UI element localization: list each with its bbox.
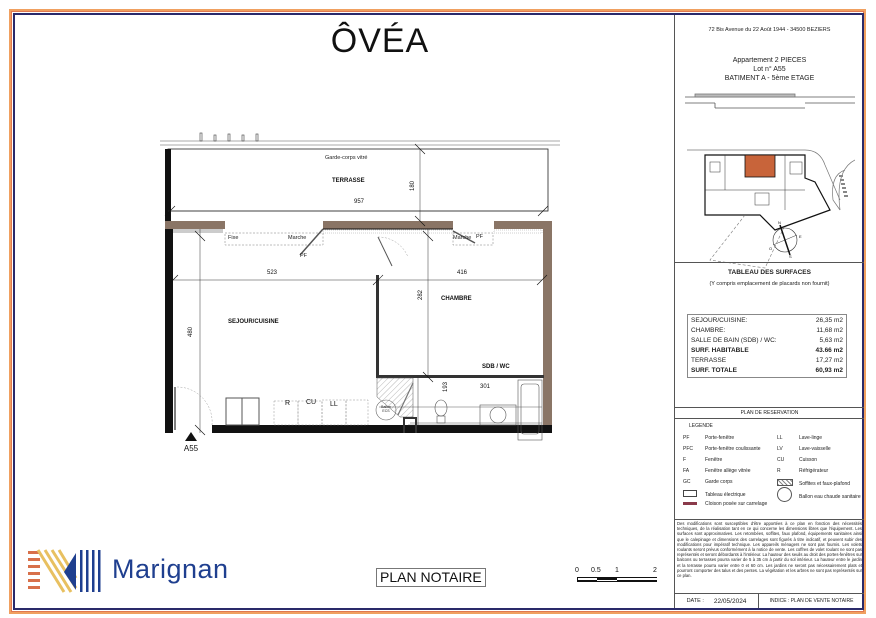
soffit-hatch-icon: [777, 479, 793, 486]
pf-label-1: PF: [300, 253, 308, 259]
legend-item: CU Cuisson: [777, 457, 818, 463]
indice-label: INDICE : PLAN DE VENTE NOTAIRE: [769, 598, 854, 604]
scale-tick-2: 2: [653, 567, 657, 574]
dim-chambre-width: 416: [457, 270, 468, 276]
surface-row-total: SURF. TOTALE 60,93 m2: [691, 367, 843, 374]
water-heater-icon: [777, 487, 792, 502]
scale-tick-1: 1: [615, 567, 619, 574]
scale-tick-0: 0: [575, 567, 579, 574]
legend-item: Soffites et faux-plafond: [777, 479, 850, 488]
room-label-sdb: SDB / WC: [482, 364, 510, 370]
lot-number: Lot n° A55: [753, 66, 786, 73]
program-title: ÔVÉA: [330, 22, 430, 60]
dim-chambre-depth: 282: [418, 289, 424, 300]
legend-item: PFC Porte-fenêtre coulissante: [683, 446, 761, 452]
date-cell: [675, 594, 759, 608]
fridge-label: R: [285, 400, 291, 407]
north-arrow-triangle-icon: [185, 432, 197, 441]
cooktop-label: CU: [306, 399, 317, 406]
legend-item: R Réfrigérateur: [777, 468, 829, 474]
plan-type-label: PLAN NOTAIRE: [376, 568, 486, 587]
site-key-plan: [685, 90, 855, 270]
floor-plan: [160, 125, 560, 445]
room-label-sejour: SEJOUR/CUISINE: [228, 319, 279, 325]
surface-row: SALLE DE BAIN (SDB) / WC: 5,63 m2: [691, 337, 843, 344]
surfaces-table-title: TABLEAU DES SURFACES: [728, 269, 811, 276]
apartment-info: [675, 56, 864, 83]
surface-row: TERRASSE 17,27 m2: [691, 357, 843, 364]
washer-label: LL: [330, 401, 338, 408]
date-value: 22/05/2024: [713, 597, 747, 605]
lot-marker-label: A55: [183, 444, 199, 453]
legend-item: LV Lave-vaisselle: [777, 446, 831, 452]
legend-item: Ballon eau chaude sanitaire: [777, 490, 861, 504]
footer-info: [675, 593, 864, 608]
floor-plan-drawing: [160, 125, 560, 445]
surface-row: SEJOUR/CUISINE: 26,35 m2: [691, 317, 843, 324]
fixe-label: Fixe: [228, 235, 239, 241]
surfaces-table: [687, 314, 847, 378]
room-label-chambre: CHAMBRE: [441, 296, 472, 302]
room-label-terrasse: TERRASSE: [332, 178, 365, 184]
legend-item: PF Porte-fenêtre: [683, 435, 735, 441]
svg-text:O: O: [769, 246, 773, 251]
marche-label-2: Marche: [453, 235, 472, 241]
dim-sejour-width: 523: [267, 270, 278, 276]
svg-text:E: E: [799, 234, 802, 239]
disclaimer-text: Des modifications sont susceptibles d'être apportées à ce plan en fonction des nécessités techniques, de la réalisation tant en ce qui concerne les dimensions libres que l'équipement. Les surfaces sont approximatives. Les retombées, soffites, faux plafond, équipements sanitaires ainsi que le calepinage et dimensions des carrelages sont figurés à titre indicatif, et peuvent subir des modifications pour impératif technique. Les appareils ménagers ne sont pas fournis. Les volets roulants seront prévus conformément à la notice de vente. Les coffres de volet roulant ne sont pas représentés et seront débordants à l'intérieur. La hauteur des seuils au droit des portes-fenêtres sur balcons ou terrasses pourra varier de 5 à 35 cm à partir du sol intérieur. La hauteur entre le jardin et la terrasse pourra varier entre 0 et 60 cm. Les jardins ne seront pas nécessairement plats et pourront comporter des talus et des pentes. La végétation et les arbres ne sont pas représentés sur ce plan.: [677, 521, 862, 579]
legend-item: F Fenêtre: [683, 457, 723, 463]
legend-item: FA Fenêtre allège vitrée: [683, 468, 751, 474]
lot-marker: [181, 432, 201, 453]
scale-bar: [575, 567, 660, 589]
legend-item: GC Garde corps: [683, 479, 733, 485]
dim-sdb-depth: 193: [443, 381, 449, 392]
marignan-logo-text: Marignan: [112, 554, 229, 584]
legend-title: LEGENDE: [689, 423, 713, 429]
tiled-partition-icon: [683, 502, 697, 505]
building-floor: BATIMENT A - 5ème ETAGE: [724, 75, 815, 82]
legend-item: Tableau électrique: [683, 490, 746, 499]
ballon-label: Ballon ECS: [381, 405, 391, 413]
apartment-type: Appartement 2 PIECES: [732, 57, 807, 64]
pf-label-2: PF: [476, 234, 484, 240]
dim-sejour-depth: 480: [188, 326, 194, 337]
surface-row-habitable: SURF. HABITABLE 43.66 m2: [691, 347, 843, 354]
date-label: DATE :: [686, 598, 704, 604]
scale-bar-graphic: [577, 577, 657, 582]
reservation-plan-title: PLAN DE RESERVATION: [740, 410, 799, 416]
address: 72 Bis Avenue du 22 Août 1944 - 34500 BEZIERS: [708, 27, 831, 33]
svg-text:S: S: [789, 254, 792, 259]
garde-corps-label: Garde-corps vitré: [325, 155, 368, 161]
legend-item: LL Lave-linge: [777, 435, 823, 441]
dim-sdb-width: 301: [480, 384, 491, 390]
scale-tick-0-5: 0.5: [591, 567, 601, 574]
marignan-logo-icon: [26, 548, 108, 594]
marche-label-1: Marche: [288, 235, 307, 241]
legend-item: Cloison posée sur carrelage: [683, 501, 767, 507]
dim-terrasse-width: 957: [354, 199, 365, 205]
svg-text:N: N: [778, 220, 781, 225]
electrical-panel-icon: [683, 490, 697, 497]
marignan-logo: [26, 548, 246, 594]
surfaces-table-subtitle: (Y compris emplacement de placards non fournit): [709, 281, 830, 287]
surface-row: CHAMBRE: 11,68 m2: [691, 327, 843, 334]
info-panel: [675, 15, 864, 608]
dim-terrasse-depth: 180: [410, 180, 416, 191]
